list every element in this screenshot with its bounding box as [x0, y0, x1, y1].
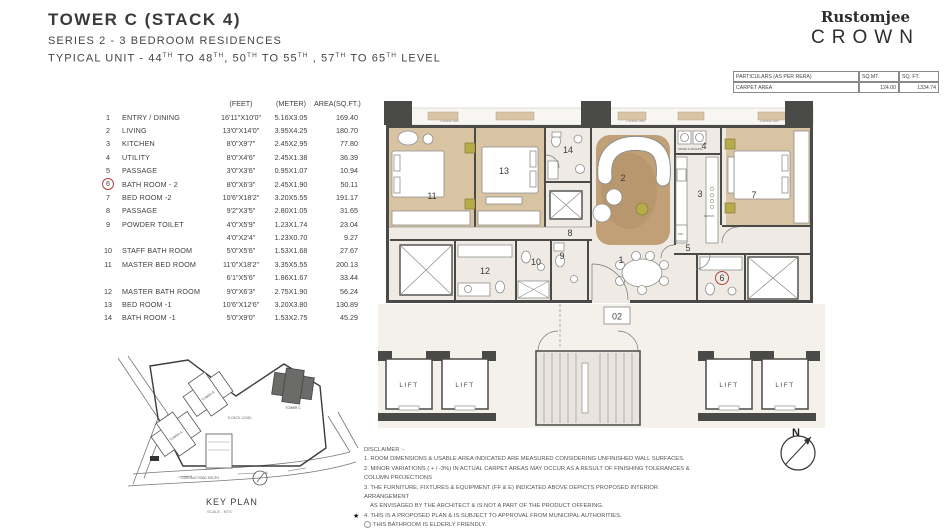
brand-logo: [793, 8, 938, 49]
rera-col-sqft: SQ. FT.: [899, 71, 939, 82]
rera-header-row: [733, 71, 939, 82]
table-row: 9 POWDER TOILET 4'0"X5'9" 1.23X1.74 23.04: [106, 219, 358, 229]
key-plan: [88, 356, 360, 524]
room-label-11: 11: [427, 191, 437, 201]
disclaimer-line-elderly: THIS BATHROOM IS ELDERLY FRIENDLY.: [360, 521, 695, 530]
north-compass-icon: [781, 427, 815, 470]
disclaimer-line: 3. THE FURNITURE, FIXTURES & EQUIPMENT (FF & E) INDICATED ABOVE DEPICTS PROPOSED INTERIOR ARRANGEMENT: [364, 484, 659, 501]
lift-label: LIFT: [775, 382, 795, 389]
page-title: TOWER C (STACK 4): [48, 10, 241, 29]
deck-dim: 2.95MX0.20M: [760, 119, 779, 123]
carpet-area-sqft: 1334.74: [899, 82, 939, 93]
series-subtitle: SERIES 2 - 3 BEDROOM RESIDENCES: [48, 35, 282, 47]
brand-name: Rustomjee: [820, 8, 911, 26]
microwave-label: MW/OVN: [704, 215, 715, 218]
disclaimer-line: 1. ROOM DIMENSIONS & USABLE AREA INDICATED ARE MEASURED CONSIDERING UNFINISHED WALL SURFACES.: [364, 456, 685, 463]
utility-label: DRYER & WASHING: [678, 148, 703, 151]
unit-number: 02: [611, 311, 623, 322]
rera-row-label: CARPET AREA: [733, 82, 859, 93]
table-row: 4 UTILITY 8'0"X4'6" 2.45X1.38 36.39: [106, 152, 358, 162]
north-label: N: [792, 427, 800, 439]
dimensions-table: [100, 97, 361, 325]
keyplan-tower-a: TOWER A: [168, 430, 184, 442]
room-label-1: 1: [618, 255, 624, 265]
rera-col-sqmt: SQ.MT.: [859, 71, 899, 82]
room-label-9: 9: [559, 251, 565, 261]
table-row-continuation: 4'0"X2'4" 1.23X0.70 9.27: [226, 233, 358, 243]
circled-row-number: 6: [102, 178, 114, 190]
elderly-friendly-icon: [364, 521, 371, 528]
brand-project: CROWN: [811, 27, 920, 48]
fridge-label: FRG: [678, 233, 684, 236]
room-label-4: 4: [701, 141, 707, 151]
disclaimer-line: 2. MINOR VARIATIONS ( + / -3%) IN ACTUAL CARPET AREAS MAY OCCUR AS A RESULT OF FINISHING TOLERANCES & COLUMN PROJECTIONS: [364, 465, 690, 482]
room-label-10: 10: [530, 257, 542, 267]
table-row: 11 MASTER BED ROOM 11'0"X18'2" 3.35X5.55 200.13: [104, 259, 358, 269]
keyplan-title: KEY PLAN: [206, 497, 258, 507]
table-row: 8 PASSAGE 9'2"X3'5" 2.80X1.05 31.65: [106, 206, 358, 216]
table-row: 12 MASTER BATH ROOM 9'0"X6'3" 2.75X1.90 56.24: [104, 286, 358, 296]
table-row: 1 ENTRY / DINING 16'11"X10'0" 5.16X3.05 169.40: [106, 112, 358, 122]
keyplan-road-label: GOKHALE ROAD SOUTH: [181, 476, 219, 480]
room-label-8: 8: [567, 228, 573, 238]
lift-label: LIFT: [455, 382, 475, 389]
room-label-6-circled: 6: [719, 273, 725, 283]
rera-col-particulars: PARTICULARS (AS PER RERA): [733, 71, 859, 82]
header-feet: (FEET): [229, 99, 253, 109]
room-label-5: 5: [685, 243, 691, 253]
disclaimer-heading: DISCLAIMER :-: [364, 447, 405, 453]
star-icon: ★: [353, 512, 360, 520]
levels-subtitle: TYPICAL UNIT - 44TH TO 48TH, 50TH TO 55TH , 57TH TO 65TH LEVEL: [48, 52, 441, 65]
table-row-continuation: 6'1"X5'6" 1.86X1.67 33.44: [226, 273, 358, 283]
table-row: 14 BATH ROOM -1 5'0"X9'0" 1.53X2.75 45.29: [104, 313, 358, 323]
room-label-13: 13: [498, 166, 510, 176]
disclaimer: [353, 446, 695, 531]
table-row: 3 KITCHEN 8'0"X9'7" 2.45X2.95 77.80: [106, 139, 358, 149]
dimensions-table-header: [100, 97, 361, 110]
keyplan-deck-label: E-DECK LEVEL: [227, 416, 253, 420]
room-label-7: 7: [751, 190, 757, 200]
room-label-14: 14: [562, 145, 574, 155]
room-label-3: 3: [697, 189, 703, 199]
keyplan-tower-b: TOWER B: [200, 390, 216, 402]
header-area: AREA(SQ.FT.): [314, 99, 361, 109]
table-row: 5 PASSAGE 3'0"X3'6" 0.95X1.07 10.94: [106, 166, 358, 176]
rera-carpet-row: [733, 82, 939, 93]
floor-plan: [378, 95, 825, 480]
lift-label: LIFT: [399, 382, 419, 389]
lift-label: LIFT: [719, 382, 739, 389]
keyplan-tower-c: TOWER C: [285, 406, 301, 410]
table-row: 10 STAFF BATH ROOM 5'0"X5'6" 1.53X1.68 27.67: [104, 246, 358, 256]
keyplan-scale: SCALE - NTS: [207, 509, 232, 514]
room-label-12: 12: [479, 266, 491, 276]
rera-area-table: [733, 71, 939, 93]
disclaimer-line-starred: ★ 4. THIS IS A PROPOSED PLAN & IS SUBJECT TO APPROVAL FROM MUNICIPAL AUTHORITIES.: [353, 512, 622, 520]
table-row: 7 BED ROOM -2 10'6"X18'2" 3.20X5.55 191.17: [106, 192, 358, 202]
title-block: [48, 10, 441, 65]
header-meter: (METER): [276, 99, 306, 109]
table-row: 2 LIVING 13'0"X14'0" 3.95X4.25 180.70: [106, 125, 358, 135]
deck-dim: 2.45MX0.20M: [626, 119, 645, 123]
keyplan-north: N: [265, 471, 268, 475]
room-label-2: 2: [620, 173, 626, 183]
disclaimer-line: AS ENVISAGED BY THE ARCHITECT & IS NOT A PART OF THE PRODUCT OFFERING.: [370, 503, 604, 510]
carpet-area-sqmt: 124.00: [859, 82, 899, 93]
table-row: 13 BED ROOM -1 10'6"X12'6" 3.20X3.80 130.89: [104, 300, 358, 310]
table-row-bath2-circled: 6 BATH ROOM - 2 8'0"X6'3" 2.45X1.90 50.11: [100, 177, 358, 190]
deck-dim: 3.35MX0.20M: [440, 119, 459, 123]
